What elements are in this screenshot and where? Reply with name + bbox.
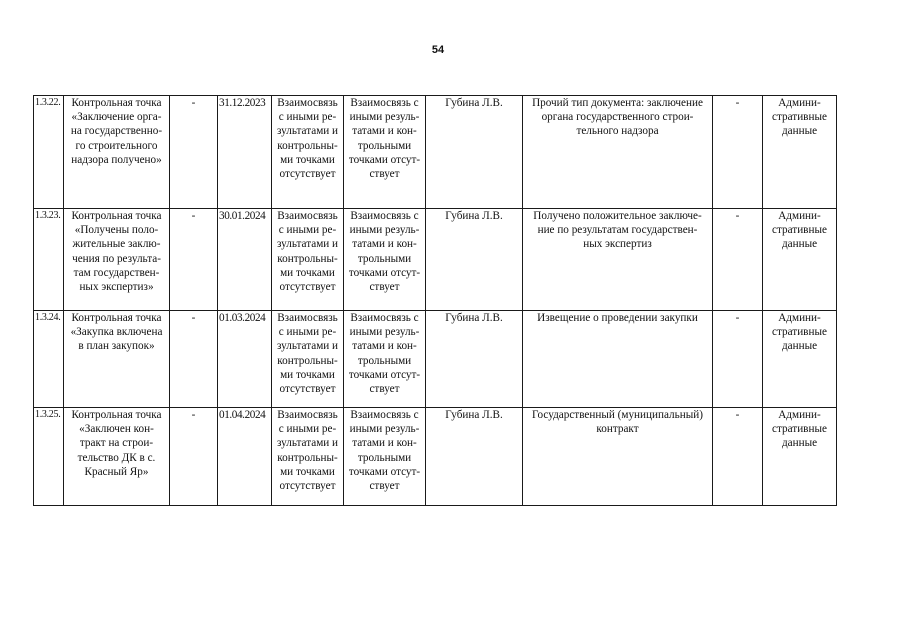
row-mark-2: - <box>713 96 763 209</box>
row-name: Контрольная точка «Заключен кон- тракт на строи- тельство ДК в с. Красный Яр» <box>64 408 170 506</box>
table-row <box>34 209 837 311</box>
row-source: Админи- стративные данные <box>763 209 837 311</box>
row-responsible: Губина Л.В. <box>426 209 523 311</box>
row-source: Админи- стративные данные <box>763 408 837 506</box>
row-source: Админи- стративные данные <box>763 311 837 408</box>
table-row <box>34 408 837 506</box>
row-code: 1.3.24. <box>34 311 64 408</box>
row-relation-points: Взаимосвязь с иными резуль- татами и кон- трольными точками отсут- ствует <box>344 209 426 311</box>
page-number: 54 <box>431 44 445 56</box>
row-code: 1.3.25. <box>34 408 64 506</box>
row-responsible: Губина Л.В. <box>426 311 523 408</box>
row-relation-results: Взаимосвязь с иными ре- зультатами и контрольны- ми точками отсутствует <box>272 311 344 408</box>
row-date: 30.01.2024 <box>218 209 272 311</box>
row-mark-2: - <box>713 408 763 506</box>
row-mark: - <box>170 96 218 209</box>
row-mark: - <box>170 311 218 408</box>
row-name: Контрольная точка «Получены поло- жительные заклю- чения по результа- там государствен- ных экспертиз» <box>64 209 170 311</box>
row-relation-points: Взаимосвязь с иными резуль- татами и кон- трольными точками отсут- ствует <box>344 311 426 408</box>
row-document: Прочий тип документа: заключение органа государственного строи- тельного надзора <box>523 96 713 209</box>
row-relation-results: Взаимосвязь с иными ре- зультатами и контрольны- ми точками отсутствует <box>272 408 344 506</box>
row-mark-2: - <box>713 209 763 311</box>
row-mark-2: - <box>713 311 763 408</box>
row-relation-points: Взаимосвязь с иными резуль- татами и кон- трольными точками отсут- ствует <box>344 96 426 209</box>
row-name: Контрольная точка «Закупка включена в план закупок» <box>64 311 170 408</box>
table-row <box>34 96 837 209</box>
row-date: 01.04.2024 <box>218 408 272 506</box>
row-code: 1.3.23. <box>34 209 64 311</box>
row-name: Контрольная точка «Заключение орга- на государственно- го строительного надзора получено» <box>64 96 170 209</box>
row-responsible: Губина Л.В. <box>426 408 523 506</box>
row-relation-results: Взаимосвязь с иными ре- зультатами и контрольны- ми точками отсутствует <box>272 209 344 311</box>
row-date: 01.03.2024 <box>218 311 272 408</box>
row-date: 31.12.2023 <box>218 96 272 209</box>
row-document: Получено положительное заключе- ние по результатам государствен- ных экспертиз <box>523 209 713 311</box>
row-document: Государственный (муниципальный) контракт <box>523 408 713 506</box>
row-source: Админи- стративные данные <box>763 96 837 209</box>
row-relation-points: Взаимосвязь с иными резуль- татами и кон- трольными точками отсут- ствует <box>344 408 426 506</box>
table-row <box>34 311 837 408</box>
row-relation-results: Взаимосвязь с иными ре- зультатами и контрольны- ми точками отсутствует <box>272 96 344 209</box>
row-document: Извещение о проведении закупки <box>523 311 713 408</box>
row-responsible: Губина Л.В. <box>426 96 523 209</box>
row-code: 1.3.22. <box>34 96 64 209</box>
row-mark: - <box>170 209 218 311</box>
control-points-table <box>33 95 837 506</box>
row-mark: - <box>170 408 218 506</box>
